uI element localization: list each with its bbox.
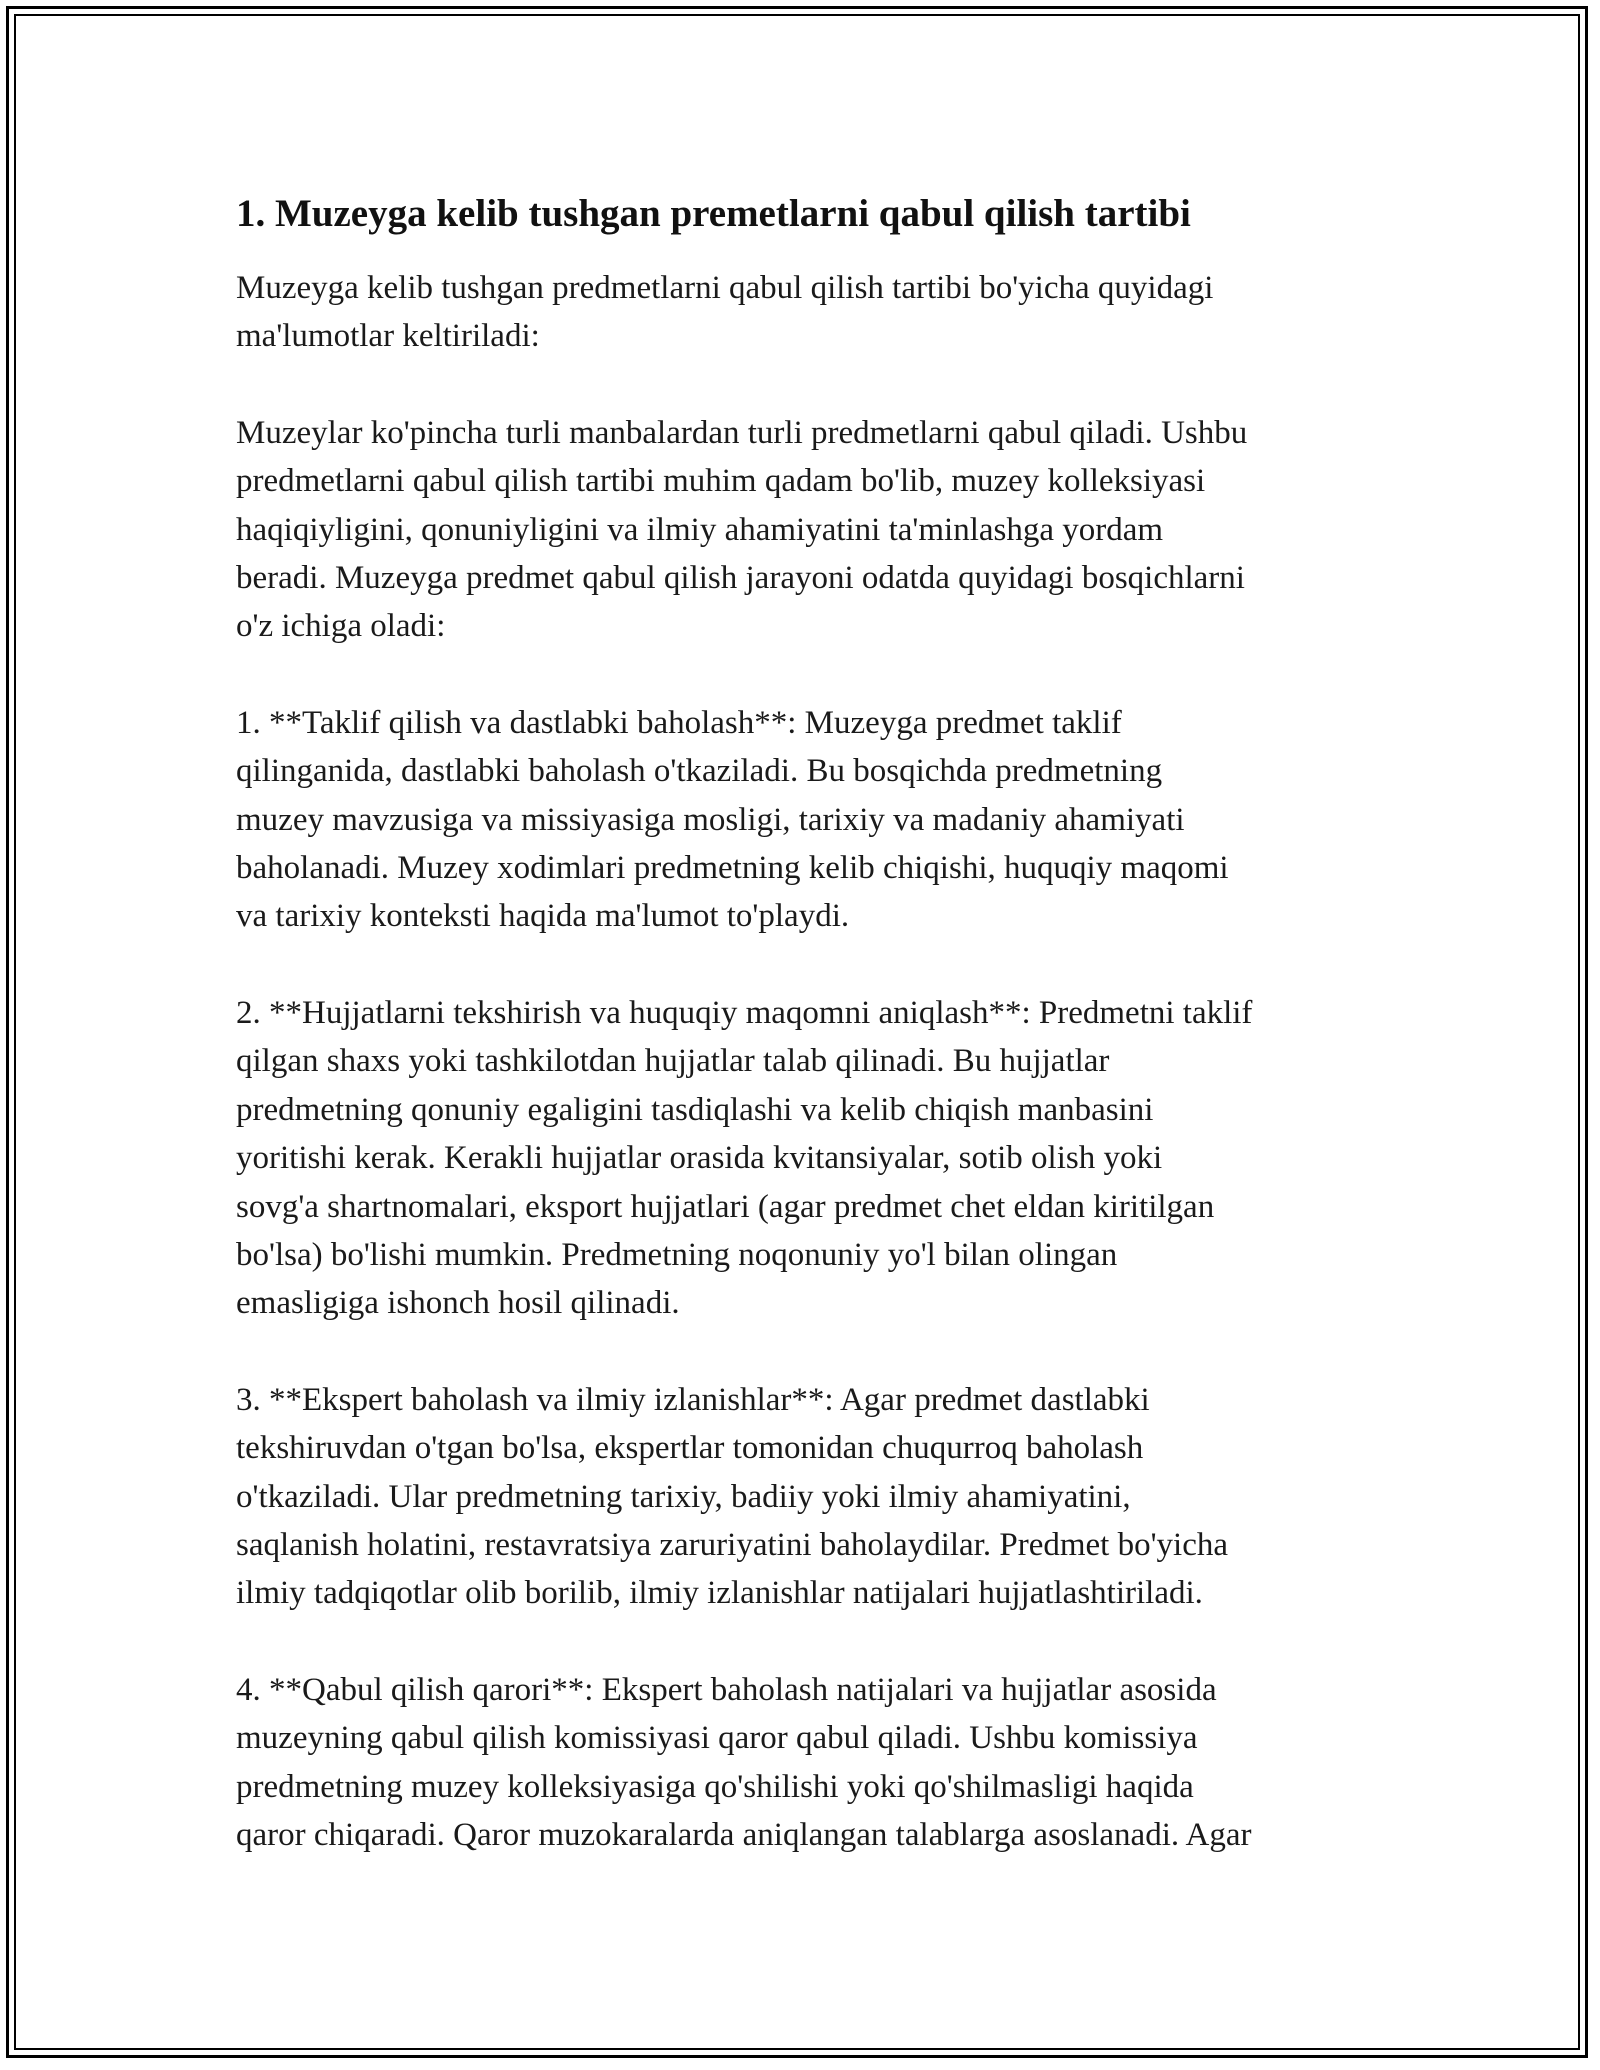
- document-body: [236, 186, 1376, 1907]
- text-line: va tarixiy konteksti haqida ma'lumot to'playdi.: [236, 898, 850, 935]
- text-line: haqiqiyligini, qonuniyligini va ilmiy ahamiyatini ta'minlashga yordam: [236, 511, 1164, 548]
- text-line: o'z ichiga oladi:: [236, 608, 446, 645]
- paragraph-list: [236, 264, 1376, 1859]
- text-line: predmetning qonuniy egaligini tasdiqlashi va kelib chiqish manbasini: [236, 1091, 1154, 1128]
- text-line: emasligiga ishonch hosil qilinadi.: [236, 1285, 680, 1322]
- paragraph: [236, 1376, 1376, 1618]
- text-line: 4. **Qabul qilish qarori**: Ekspert baholash natijalari va hujjatlar asosida: [236, 1671, 1217, 1708]
- text-line: 1. **Taklif qilish va dastlabki baholash**: Muzeyga predmet taklif: [236, 704, 1122, 741]
- text-line: qaror chiqaradi. Qaror muzokaralarda aniqlangan talablarga asoslanadi. Agar: [236, 1816, 1252, 1853]
- text-line: Muzeyga kelib tushgan predmetlarni qabul qilish tartibi bo'yicha quyidagi: [236, 270, 1214, 306]
- document-heading: 1. Muzeyga kelib tushgan premetlarni qabul qilish tartibi: [236, 192, 1191, 235]
- text-line: sovg'a shartnomalari, eksport hujjatlari (agar predmet chet eldan kiritilgan: [236, 1188, 1215, 1225]
- paragraph: [236, 1666, 1376, 1860]
- text-line: yoritishi kerak. Kerakli hujjatlar orasida kvitansiyalar, sotib olish yoki: [236, 1140, 1163, 1177]
- text-line: bo'lsa) bo'lishi mumkin. Predmetning noqonuniy yo'l bilan olingan: [236, 1236, 1118, 1273]
- text-line: ilmiy tadqiqotlar olib borilib, ilmiy izlanishlar natijalari hujjatlashtiriladi.: [236, 1575, 1203, 1612]
- text-line: qilgan shaxs yoki tashkilotdan hujjatlar talab qilinadi. Bu hujjatlar: [236, 1043, 1110, 1080]
- paragraph: [236, 409, 1376, 651]
- text-line: saqlanish holatini, restavratsiya zaruriyatini baholaydilar. Predmet bo'yicha: [236, 1526, 1228, 1563]
- text-line: ma'lumotlar keltiriladi:: [236, 318, 540, 355]
- text-line: qilinganida, dastlabki baholash o'tkaziladi. Bu bosqichda predmetning: [236, 753, 1163, 790]
- text-line: 2. **Hujjatlarni tekshirish va huquqiy maqomni aniqlash**: Predmetni taklif: [236, 994, 1253, 1031]
- text-line: predmetning muzey kolleksiyasiga qo'shilishi yoki qo'shilmasligi haqida: [236, 1768, 1194, 1805]
- paragraph: [236, 989, 1376, 1328]
- text-line: muzey mavzusiga va missiyasiga mosligi, tarixiy va madaniy ahamiyati: [236, 801, 1185, 838]
- text-line: Muzeylar ko'pincha turli manbalardan turli predmetlarni qabul qiladi. Ushbu: [236, 414, 1248, 451]
- text-line: muzeyning qabul qilish komissiyasi qaror qabul qiladi. Ushbu komissiya: [236, 1720, 1198, 1757]
- text-line: 3. **Ekspert baholash va ilmiy izlanishlar**: Agar predmet dastlabki: [236, 1381, 1150, 1418]
- text-line: beradi. Muzeyga predmet qabul qilish jarayoni odatda quyidagi bosqichlarni: [236, 560, 1245, 597]
- text-line: baholanadi. Muzey xodimlari predmetning kelib chiqishi, huquqiy maqomi: [236, 850, 1229, 887]
- text-line: predmetlarni qabul qilish tartibi muhim qadam bo'lib, muzey kolleksiyasi: [236, 463, 1206, 500]
- paragraph: [236, 699, 1376, 941]
- text-line: o'tkaziladi. Ular predmetning tarixiy, badiiy yoki ilmiy ahamiyatini,: [236, 1478, 1131, 1515]
- text-line: tekshiruvdan o'tgan bo'lsa, ekspertlar tomonidan chuqurroq baholash: [236, 1430, 1144, 1467]
- paragraph: [236, 264, 1376, 361]
